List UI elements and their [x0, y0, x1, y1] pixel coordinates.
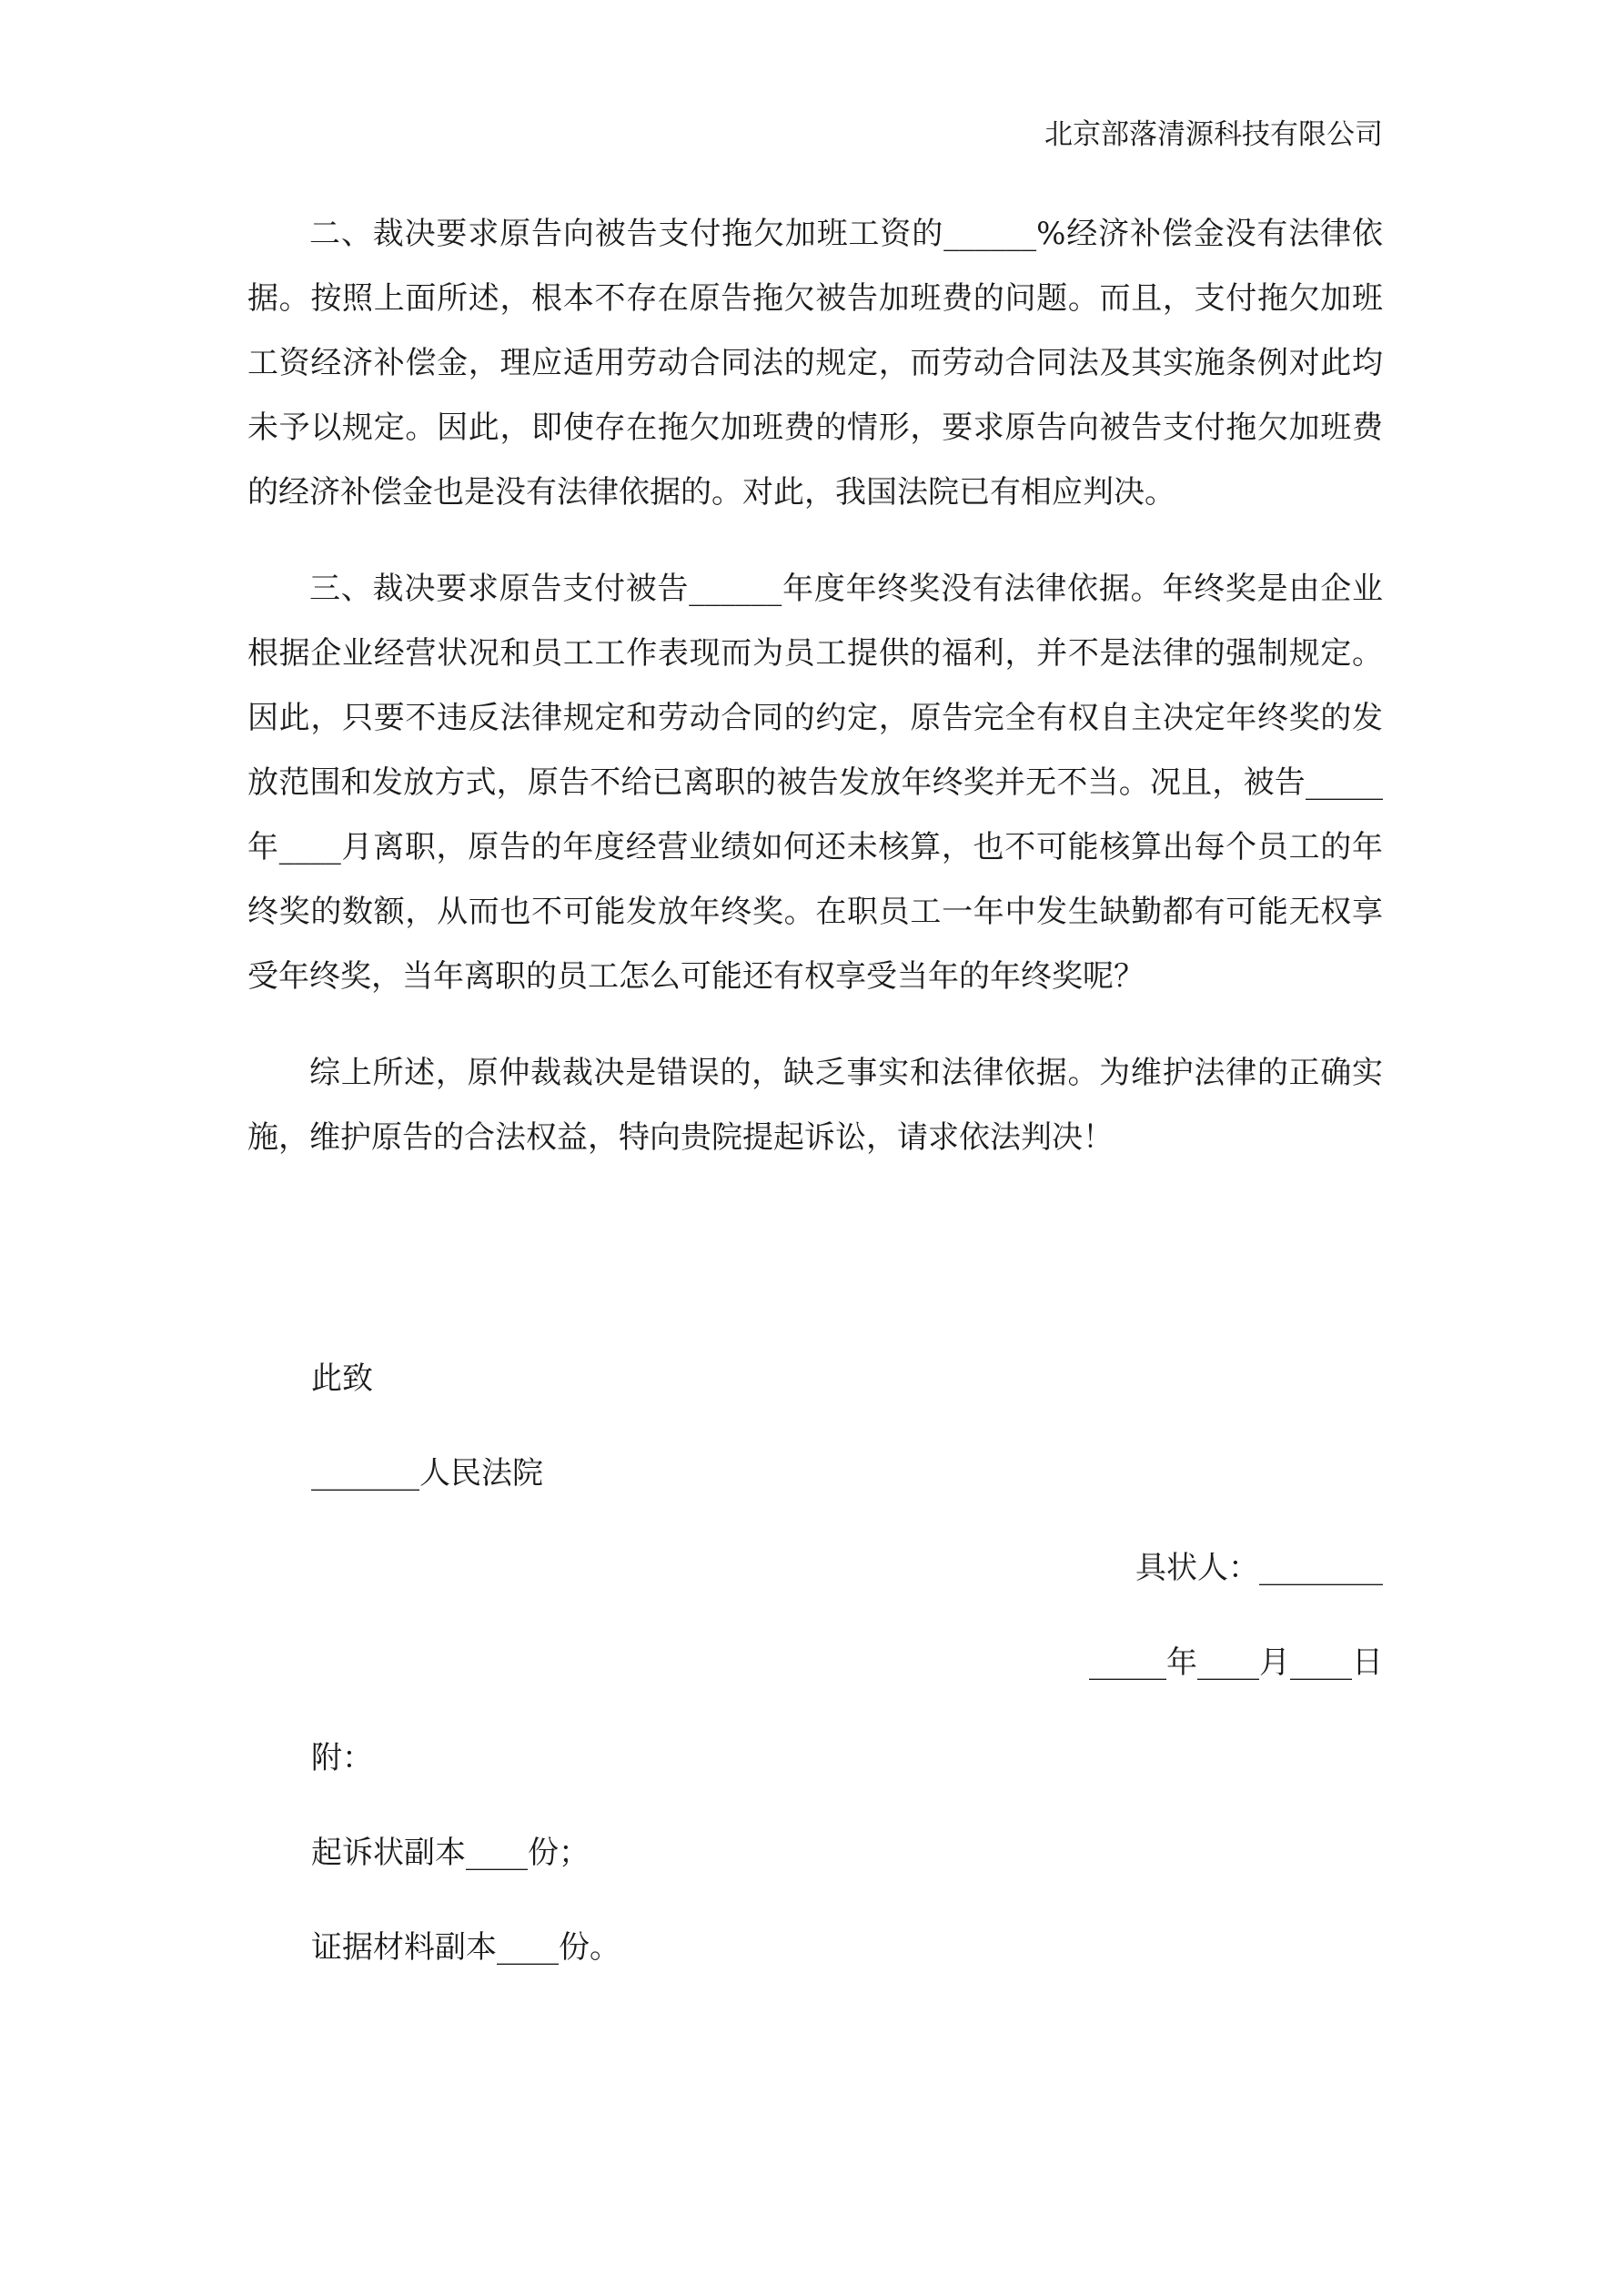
company-header: 北京部落清源科技有限公司	[1044, 118, 1383, 151]
attachment-item-evidence-copy: 证据材料副本____份。	[311, 1929, 620, 1966]
salutation: 此致	[311, 1360, 373, 1397]
paragraph-three: 三、裁决要求原告支付被告______年度年终奖没有法律依据。年终奖是由企业根据企业经营状况和员工工作表现而为员工提供的福利，并不是法律的强制规定。因此，只要不违反法律规定和劳动合同的约定，原告完全有权自主决定年终奖的发放范围和发放方式，原告不给已离职的被告发放年终奖并无不当。况且，被告_____年____月离职，原告的年度经营业绩如何还未核算，也不可能核算出每个员工的年终奖的数额，从而也不可能发放年终奖。在职员工一年中发生缺勤都有可能无权享受年终奖，当年离职的员工怎么可能还有权享受当年的年终奖呢？	[247, 571, 1383, 995]
paragraph-two: 二、裁决要求原告向被告支付拖欠加班工资的______%经济补偿金没有法律依据。按照上面所述，根本不存在原告拖欠被告加班费的问题。而且，支付拖欠加班工资经济补偿金，理应适用劳动合同法的规定，而劳动合同法及其实施条例对此均未予以规定。因此，即使存在拖欠加班费的情形，要求原告向被告支付拖欠加班费的经济补偿金也是没有法律依据的。对此，我国法院已有相应判决。	[247, 216, 1383, 511]
date-line: _____年____月____日	[1089, 1644, 1383, 1681]
attachment-item-complaint-copy: 起诉状副本____份；	[311, 1835, 590, 1871]
court-name: _______人民法院	[311, 1455, 543, 1492]
signer-line: 具状人：________	[1135, 1550, 1383, 1586]
paragraph-conclusion: 综上所述，原仲裁裁决是错误的，缺乏事实和法律依据。为维护法律的正确实施，维护原告的合法权益，特向贵院提起诉讼，请求依法判决！	[247, 1055, 1383, 1156]
document-body	[247, 202, 1383, 1170]
attachments-title: 附：	[311, 1740, 373, 1776]
